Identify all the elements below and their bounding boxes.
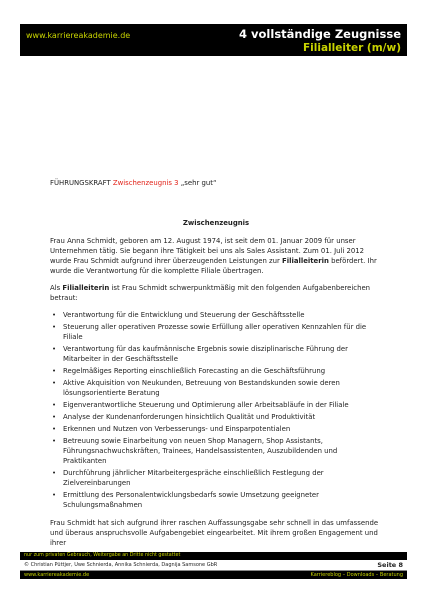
intro-text-1: Frau Anna Schmidt, geboren am 12. August 1974, ist seit dem 01. Januar 2009 für unser Unternehmen tätig. Sie begann ihre Tätigkeit bei uns als Sales Assistant. Zum 01. Juli 2012 wurde Frau Schmidt aufgrund ihrer überzeugenden Leistungen zur: [50, 237, 365, 265]
list-item: • Ermittlung des Personalentwicklungsbedarfs sowie Umsetzung geeigneter Schulungsmaßnahmen: [50, 490, 382, 510]
footer-info: [20, 560, 407, 571]
list-item: • Durchführung jährlicher Mitarbeitergespräche einschließlich Festlegung der Zielvereinbarungen: [50, 468, 382, 488]
intro-bold: Filialleiterin: [282, 257, 329, 265]
header-band: [20, 24, 407, 56]
section-suffix: „sehr gut“: [178, 179, 217, 187]
duties-intro-text-1: Als: [50, 284, 63, 292]
duties-intro: [50, 283, 382, 303]
section-label: [50, 178, 382, 188]
list-item: • Aktive Akquisition von Neukunden, Betreuung von Bestandskunden sowie deren lösungsorientierte Beratung: [50, 378, 382, 398]
header-subtitle: Filialleiter (m/w): [302, 42, 401, 54]
list-item: • Verantwortung für das kaufmännische Ergebnis sowie disziplinarische Führung der Mitarbeiter in der Geschäftsstelle: [50, 344, 382, 364]
footer-notice-band: [20, 552, 407, 560]
list-item: • Erkennen und Nutzen von Verbesserungs- und Einsparpotentialen: [50, 424, 382, 434]
list-item: • Steuerung aller operativen Prozesse sowie Erfüllung aller operativen Kennzahlen für die Filiale: [50, 322, 382, 342]
list-item: • Regelmäßiges Reporting einschließlich Forecasting an die Geschäftsführung: [50, 366, 382, 376]
section-highlight: Zwischenzeugnis 3: [112, 179, 179, 187]
footer-notice: nur zum privaten Gebrauch, Weitergabe an Dritte nicht gestattet: [24, 553, 181, 558]
list-item: • Betreuung sowie Einarbeitung von neuen Shop Managern, Shop Assistants, Führungsnachwuchskräften, Trainees, Handelsassistenten, Auszubildenden und Praktikanten: [50, 436, 382, 466]
document-heading: Zwischenzeugnis: [182, 219, 250, 227]
list-item: • Eigenverantwortliche Steuerung und Optimierung aller Arbeitsabläufe in der Filiale: [50, 400, 382, 410]
duties-intro-bold: Filialleiterin: [62, 284, 110, 292]
footer-blog-link[interactable]: Karriereblog – Downloads – Beratung: [310, 572, 403, 578]
page-content: [50, 178, 382, 555]
closing-paragraph: Frau Schmidt hat sich aufgrund ihrer raschen Auffassungsgabe sehr schnell in das umfassende und überaus anspruchsvolle Aufgabengebiet eingearbeitet. Mit ihrem großen Engagement und ihrer: [50, 519, 379, 547]
intro-paragraph: [50, 236, 382, 276]
list-item: • Verantwortung für die Entwicklung und Steuerung der Geschäftsstelle: [50, 310, 382, 320]
header-title: 4 vollständige Zeugnisse: [239, 27, 401, 41]
list-item: • Analyse der Kundenanforderungen hinsichtlich Qualität und Produktivität: [50, 412, 382, 422]
footer-site-link[interactable]: www.karriereakademie.de: [24, 572, 90, 578]
header-site-link[interactable]: www.karriereakademie.de: [26, 31, 131, 40]
footer: [20, 552, 407, 579]
intro-text-2: befördert. Ihr wurde die Verantwortung für die komplette Filiale übertragen.: [50, 257, 377, 275]
section-prefix: FÜHRUNGSKRAFT: [50, 179, 113, 187]
page-number: Seite 8: [377, 561, 403, 569]
footer-links-band: [20, 571, 407, 579]
footer-copyright: © Christian Püttjer, Uwe Schnierda, Annika Schnierda, Dagnija Samsone GbR: [24, 562, 218, 568]
duties-list: [50, 310, 382, 510]
duties-intro-text-2: ist Frau Schmidt schwerpunktmäßig mit den folgenden Aufgabenbereichen betraut:: [50, 284, 371, 302]
